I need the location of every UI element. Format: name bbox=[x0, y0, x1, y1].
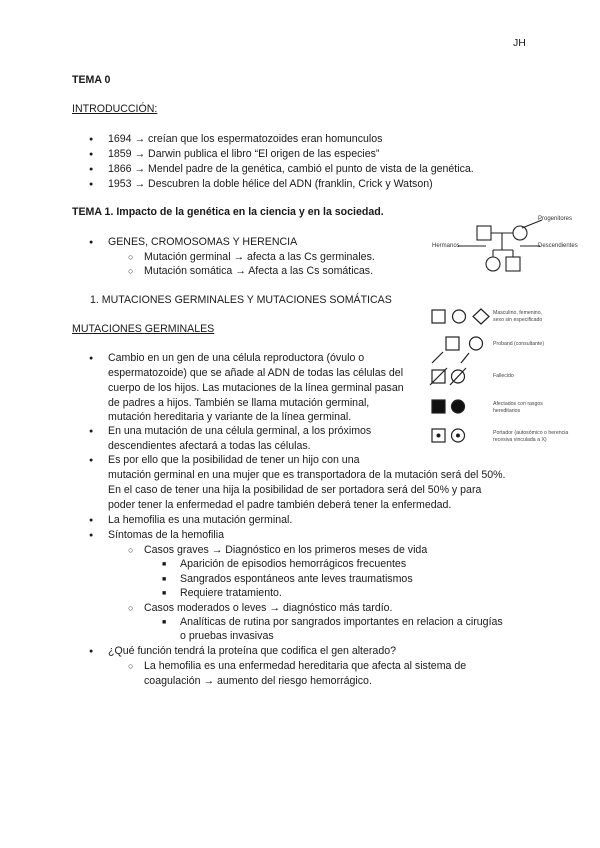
list-item-line: mutación hereditaria y variante de la línea germinal. bbox=[108, 411, 352, 423]
list-item-line: cuerpo de los hijos. Las mutaciones de la línea germinal pasan bbox=[108, 382, 404, 394]
legend-row5-line2: recesiva vinculada a X) bbox=[493, 437, 547, 443]
list-item: ● ¿Qué función tendrá la proteína que codifica el gen alterado? bbox=[108, 644, 396, 659]
list-item: ● La hemofilia es una mutación germinal. bbox=[108, 513, 292, 528]
pedigree-diagram bbox=[430, 212, 580, 292]
list-item: ○ Mutación somática → Afecta a las Cs somáticas. bbox=[144, 264, 373, 279]
unknown-diamond-icon bbox=[473, 309, 489, 324]
author-initials: JH bbox=[513, 37, 526, 49]
list-item: ○ La hemofilia es una enfermedad hereditaria que afecta al sistema de bbox=[144, 659, 466, 674]
affected-circle-icon bbox=[452, 400, 465, 413]
genes-heading: ● GENES, CROMOSOMAS Y HERENCIA bbox=[108, 235, 297, 250]
intro-heading: INTRODUCCIÓN: bbox=[72, 103, 158, 115]
list-item: ● 1866 → Mendel padre de la genética, cambió el punto de vista de la genética. bbox=[108, 162, 474, 177]
list-item: ● En una mutación de una célula germinal, a los próximos bbox=[108, 424, 371, 439]
legend-row1-line1: Masculino, femenino, bbox=[493, 310, 543, 316]
proband-square-icon bbox=[446, 337, 459, 350]
male-square-icon bbox=[432, 310, 445, 323]
mutaciones-heading: MUTACIONES GERMINALES bbox=[72, 323, 215, 335]
list-item-line: En el caso de tener una hija la posibilidad de ser portadora será del 50% y para bbox=[108, 484, 482, 496]
list-item-line: espermatozoide) que se añade al ADN de todas las células del bbox=[108, 367, 404, 379]
mother-circle-icon bbox=[513, 226, 527, 240]
list-item: ○ Casos moderados o leves → diagnóstico más tardío. bbox=[144, 601, 393, 616]
list-item: ■ Aparición de episodios hemorrágicos frecuentes bbox=[180, 557, 406, 572]
descendientes-label: Descendientes bbox=[538, 243, 578, 249]
son-square-icon bbox=[506, 257, 520, 271]
legend-row4-line1: Afectados con rasgos bbox=[493, 401, 543, 407]
list-item-line: de padres a hijos. También se llama mutación germinal, bbox=[108, 397, 370, 409]
list-item: ● 1953 → Descubren la doble hélice del ADN (franklin, Crick y Watson) bbox=[108, 177, 433, 192]
list-item: ● 1859 → Darwin publica el libro “El origen de las especies” bbox=[108, 147, 379, 162]
progenitores-label: Progenitores bbox=[538, 216, 573, 222]
list-item-line: descendientes afectará a todas las células. bbox=[108, 440, 311, 452]
legend-row4-line2: hereditarios bbox=[493, 408, 521, 414]
list-item: ● 1694 → creían que los espermatozoides eran homunculos bbox=[108, 132, 382, 147]
pedigree-legend bbox=[428, 305, 498, 450]
tema0-title: TEMA 0 bbox=[72, 74, 111, 86]
numbered-heading: 1. MUTACIONES GERMINALES Y MUTACIONES SOMÁTICAS bbox=[90, 294, 392, 306]
tema1-title: TEMA 1. Impacto de la genética en la ciencia y en la sociedad. bbox=[72, 206, 384, 218]
list-item: ● Es por ello que la posibilidad de tener un hijo con una bbox=[108, 453, 359, 468]
hermanos-label: Hermanos bbox=[432, 243, 460, 249]
list-item-line: coagulación → aumento del riesgo hemorrágico. bbox=[144, 675, 372, 687]
daughter-circle-icon bbox=[486, 257, 500, 271]
female-circle-icon bbox=[453, 310, 466, 323]
list-item-line: poder tener la enfermedad el padre también deberá tener la enfermedad. bbox=[108, 499, 452, 511]
list-item: ● Síntomas de la hemofilia bbox=[108, 528, 224, 543]
legend-row2: Proband (consultante) bbox=[493, 341, 545, 347]
list-item: ○ Mutación germinal → afecta a las Cs germinales. bbox=[144, 250, 375, 265]
list-item: ■ Sangrados espontáneos ante leves traumatismos bbox=[180, 572, 413, 587]
list-item: ■ Analíticas de rutina por sangrados importantes en relacion a cirugías bbox=[180, 615, 503, 630]
list-item: ○ Casos graves → Diagnóstico en los primeros meses de vida bbox=[144, 543, 427, 558]
list-item-line: o pruebas invasivas bbox=[180, 630, 274, 642]
father-square-icon bbox=[477, 226, 491, 240]
affected-square-icon bbox=[432, 400, 445, 413]
proband-circle-icon bbox=[470, 337, 483, 350]
list-item: ■ Requiere tratamiento. bbox=[180, 586, 282, 601]
list-item-line: mutación germinal en una mujer que es transportadora de la mutación será del 50%. bbox=[108, 469, 506, 481]
legend-row3: Fallecido bbox=[493, 373, 514, 379]
legend-row5-line1: Portador (autosómico o herencia bbox=[493, 430, 569, 436]
list-item: ● Cambio en un gen de una célula reproductora (óvulo o bbox=[108, 351, 364, 366]
legend-row1-line2: sexo sin especificado bbox=[493, 317, 543, 323]
